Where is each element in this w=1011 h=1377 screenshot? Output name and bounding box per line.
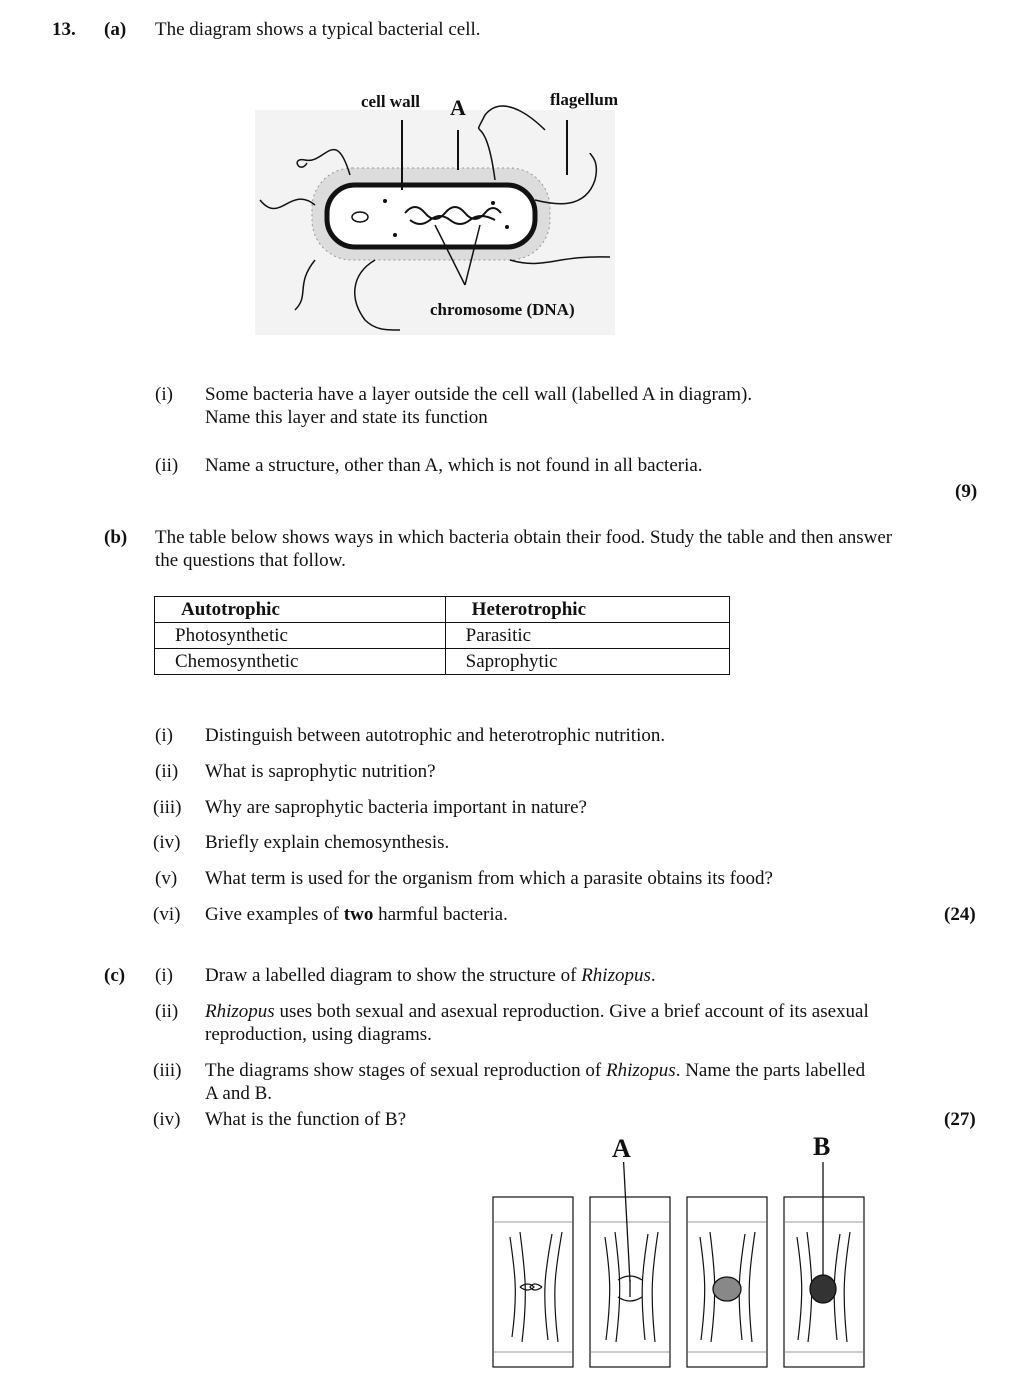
- part-c-marks: (27): [944, 1109, 976, 1130]
- c-item-3-line1: The diagrams show stages of sexual reproduction of Rhizopus. Name the parts labelled: [205, 1060, 866, 1081]
- part-b-intro-line1: The table below shows ways in which bacteria obtain their food. Study the table and then answer: [155, 527, 893, 548]
- table-header: Heterotrophic: [445, 597, 729, 623]
- table-row: [155, 623, 730, 649]
- c-item-3-line2: A and B.: [205, 1083, 273, 1104]
- part-a-label: (a): [104, 19, 127, 40]
- rhizopus-stages-diagram: [490, 1162, 870, 1372]
- b-item-5-text: What term is used for the organism from which a parasite obtains its food?: [205, 868, 773, 889]
- table-cell: Parasitic: [445, 623, 729, 649]
- c-item-2-num: (ii): [155, 1001, 179, 1022]
- c-item-2-line1: Rhizopus uses both sexual and asexual reproduction. Give a brief account of its asexual: [205, 1001, 869, 1022]
- table-header-row: [155, 597, 730, 623]
- stage-2-panel: [590, 1162, 670, 1367]
- b-item-3-text: Why are saprophytic bacteria important in nature?: [205, 797, 587, 818]
- c-item-1-num: (i): [155, 965, 173, 986]
- stage-1-panel: [493, 1197, 573, 1367]
- developing-zygospore: [713, 1277, 741, 1301]
- b-item-5-num: (v): [155, 868, 178, 889]
- a-item-1-line2: Name this layer and state its function: [205, 407, 488, 428]
- c-item-2-line2: reproduction, using diagrams.: [205, 1024, 432, 1045]
- label-flagellum: flagellum: [550, 90, 618, 109]
- part-a-intro: The diagram shows a typical bacterial cell.: [155, 19, 481, 40]
- c-item-4-num: (iv): [153, 1109, 181, 1130]
- b-item-3-num: (iii): [153, 797, 182, 818]
- b-item-4-num: (iv): [153, 832, 181, 853]
- b-item-1-text: Distinguish between autotrophic and heterotrophic nutrition.: [205, 725, 666, 746]
- table-cell: Saprophytic: [445, 649, 729, 675]
- part-b-label: (b): [104, 527, 128, 548]
- table-row: [155, 649, 730, 675]
- stage-3-panel: [687, 1197, 767, 1367]
- a-item-1-line1: Some bacteria have a layer outside the cell wall (labelled A in diagram).: [205, 384, 753, 405]
- c-item-3-num: (iii): [153, 1060, 182, 1081]
- nutrition-table: [154, 596, 730, 675]
- label-rhizopus-a: A: [612, 1134, 631, 1163]
- a-item-2-num: (ii): [155, 455, 179, 476]
- table-cell: Photosynthetic: [155, 623, 446, 649]
- label-chromosome: chromosome (DNA): [430, 300, 575, 319]
- zygospore: [810, 1275, 836, 1303]
- c-item-1-text: Draw a labelled diagram to show the structure of Rhizopus.: [205, 965, 656, 986]
- part-b-intro-line2: the questions that follow.: [155, 550, 346, 571]
- part-b-marks: (24): [944, 904, 976, 925]
- cell-wall-outline: [327, 185, 535, 247]
- b-item-6-text: Give examples of two harmful bacteria.: [205, 904, 508, 925]
- b-item-2-num: (ii): [155, 761, 179, 782]
- label-cell-wall: cell wall: [361, 92, 421, 111]
- b-item-2-text: What is saprophytic nutrition?: [205, 761, 436, 782]
- part-c-label: (c): [104, 965, 126, 986]
- b-item-6-num: (vi): [153, 904, 181, 925]
- label-a: A: [450, 95, 466, 120]
- b-item-1-num: (i): [155, 725, 173, 746]
- a-item-1-num: (i): [155, 384, 173, 405]
- table-cell: Chemosynthetic: [155, 649, 446, 675]
- c-item-4-text: What is the function of B?: [205, 1109, 407, 1130]
- a-item-2-text: Name a structure, other than A, which is not found in all bacteria.: [205, 455, 703, 476]
- table-header: Autotrophic: [155, 597, 446, 623]
- label-rhizopus-b: B: [813, 1132, 831, 1161]
- question-number: 13.: [52, 19, 76, 40]
- b-item-4-text: Briefly explain chemosynthesis.: [205, 832, 450, 853]
- stage-4-panel: [784, 1162, 864, 1367]
- part-a-marks: (9): [955, 481, 978, 502]
